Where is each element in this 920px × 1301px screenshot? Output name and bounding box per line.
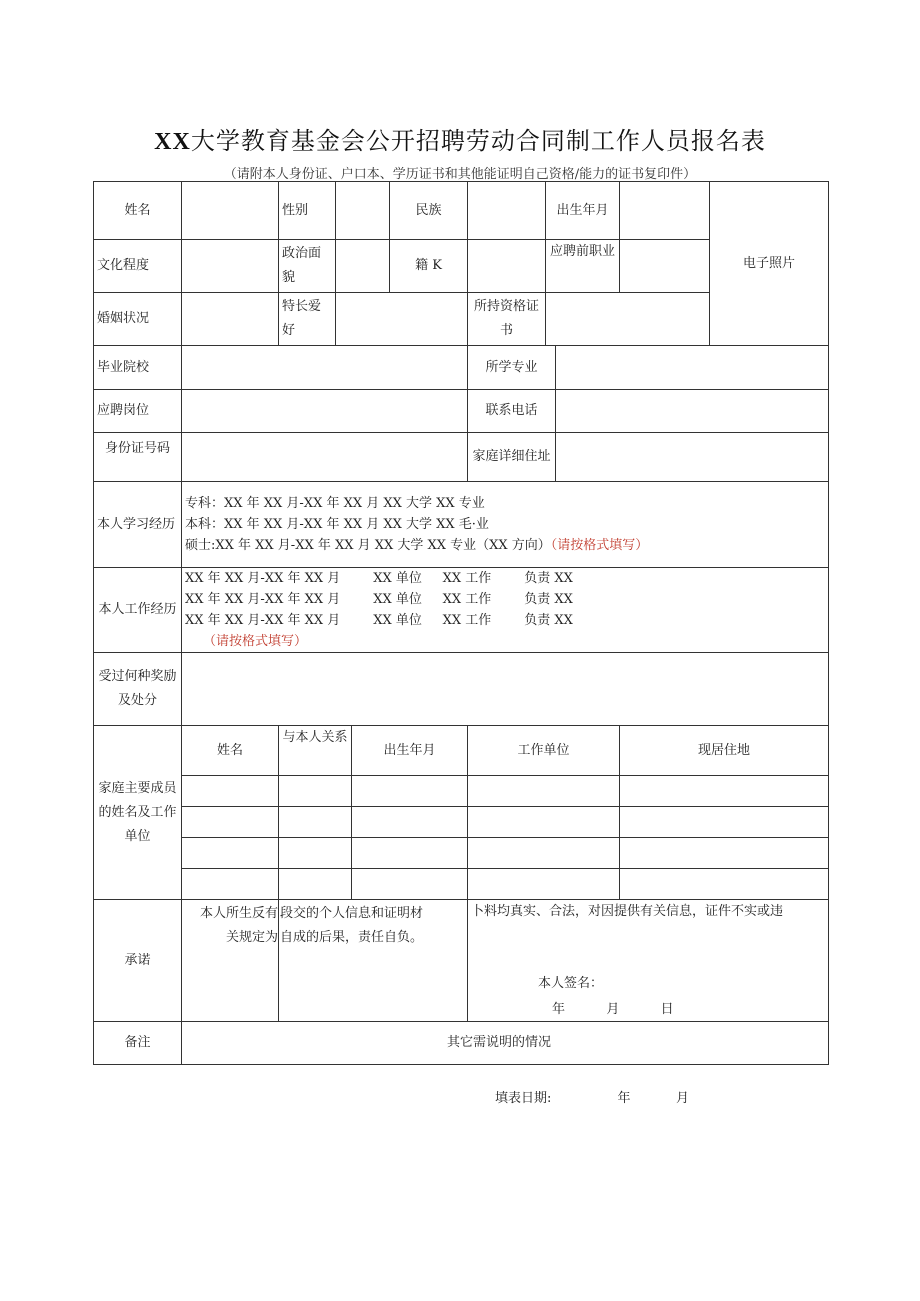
family-cell[interactable] (620, 807, 829, 838)
cert-field[interactable] (546, 293, 710, 346)
hobby-field[interactable] (336, 293, 468, 346)
marital-label: 婚姻状况 (94, 293, 182, 346)
pledge-text-part1: 本人所生反有 关规定为 (182, 900, 279, 1022)
gender-label: 性别 (279, 182, 336, 240)
marital-field[interactable] (182, 293, 279, 346)
political-field[interactable] (336, 240, 390, 293)
work-line-3: XX 年 XX 月-XX 年 XX 月 XX 单位 XX 工作 负责 XX (185, 613, 573, 628)
study-line-1: 专科：XX 年 XX 月-XX 年 XX 月 XX 大学 XX 专业 (185, 496, 485, 511)
family-cell[interactable] (620, 776, 829, 807)
work-line-2: XX 年 XX 月-XX 年 XX 月 XX 单位 XX 工作 负责 XX (185, 592, 573, 607)
cert-label: 所持资格证书 (468, 293, 546, 346)
ethnicity-label: 民族 (390, 182, 468, 240)
registration-form-table (93, 181, 829, 1065)
signature-label: 本人签名： (538, 976, 604, 991)
family-cell[interactable] (279, 838, 352, 869)
family-cell[interactable] (352, 869, 468, 900)
fill-date: 填表日期: 年 月 (495, 1091, 689, 1106)
pledge-text-part2: 段交的个人信息和证明材 自成的后果，责任自负。 (279, 900, 468, 1022)
awards-field[interactable] (182, 653, 829, 726)
family-cell[interactable] (468, 807, 620, 838)
pledge-text-part3: 卜料均真实、合法，对因提供有关信息，证件不实或违 本人签名： 年 月 日 (468, 900, 829, 1022)
birth-label: 出生年月 (546, 182, 620, 240)
family-cell[interactable] (352, 776, 468, 807)
awards-label: 受过何种奖励及处分 (94, 653, 182, 726)
study-history-field[interactable] (182, 482, 829, 568)
work-label: 本人工作经历 (94, 568, 182, 653)
family-cell[interactable] (279, 869, 352, 900)
remarks-label: 备注 (94, 1022, 182, 1065)
native-label: 籍 K (390, 240, 468, 293)
political-label: 政治面貌 (279, 240, 336, 293)
study-line-2: 本科：XX 年 XX 月-XX 年 XX 月 XX 大学 XX 毛·业 (185, 517, 489, 532)
family-cell[interactable] (620, 869, 829, 900)
ethnicity-field[interactable] (468, 182, 546, 240)
family-header-birth: 出生年月 (352, 726, 468, 776)
birth-field[interactable] (620, 182, 710, 240)
prev-job-label: 应聘前职业 (546, 240, 620, 293)
family-cell[interactable] (182, 838, 279, 869)
prev-job-field[interactable] (620, 240, 710, 293)
major-label: 所学专业 (468, 346, 556, 390)
family-header-workplace: 工作单位 (468, 726, 620, 776)
family-header-residence: 现居住地 (620, 726, 829, 776)
phone-field[interactable] (556, 390, 829, 433)
major-field[interactable] (556, 346, 829, 390)
signature-date: 年 月 日 (552, 1002, 674, 1017)
gender-field[interactable] (336, 182, 390, 240)
family-label: 家庭主要成员的姓名及工作单位 (94, 726, 182, 900)
school-label: 毕业院校 (94, 346, 182, 390)
hobby-label: 特长爱好 (279, 293, 336, 346)
name-label: 姓名 (94, 182, 182, 240)
pledge-label: 承诺 (94, 900, 182, 1022)
family-cell[interactable] (279, 807, 352, 838)
name-field[interactable] (182, 182, 279, 240)
family-cell[interactable] (352, 838, 468, 869)
photo-placeholder[interactable]: 电子照片 (710, 182, 829, 346)
family-header-relation: 与本人关系 (279, 726, 352, 776)
phone-label: 联系电话 (468, 390, 556, 433)
education-field[interactable] (182, 240, 279, 293)
work-format-hint: （请按格式填写） (203, 634, 308, 649)
position-field[interactable] (182, 390, 468, 433)
study-label: 本人学习经历 (94, 482, 182, 568)
family-cell[interactable] (182, 776, 279, 807)
address-field[interactable] (556, 433, 829, 482)
remarks-field[interactable]: 其它需说明的情况 (182, 1022, 829, 1065)
study-line-3: 硕士:XX 年 XX 月-XX 年 XX 月 XX 大学 XX 专业（XX 方向）（请按格式填写） (185, 538, 649, 553)
form-subtitle: （请附本人身份证、户口本、学历证书和其他能证明自己资格/能力的证书复印件） (223, 167, 697, 182)
id-label: 身份证号码 (94, 433, 182, 482)
family-header-name: 姓名 (182, 726, 279, 776)
family-cell[interactable] (182, 807, 279, 838)
form-title: XX大学教育基金会公开招聘劳动合同制工作人员报名表 (154, 127, 766, 155)
education-label: 文化程度 (94, 240, 182, 293)
study-format-hint: （请按格式填写） (550, 538, 649, 553)
id-field[interactable] (182, 433, 468, 482)
family-cell[interactable] (620, 838, 829, 869)
school-field[interactable] (182, 346, 468, 390)
family-cell[interactable] (468, 838, 620, 869)
family-cell[interactable] (468, 776, 620, 807)
family-cell[interactable] (182, 869, 279, 900)
family-cell[interactable] (352, 807, 468, 838)
work-line-1: XX 年 XX 月-XX 年 XX 月 XX 单位 XX 工作 负责 XX (185, 571, 573, 586)
work-history-field[interactable] (182, 568, 829, 653)
address-label: 家庭详细住址 (468, 433, 556, 482)
family-cell[interactable] (279, 776, 352, 807)
native-field[interactable] (468, 240, 546, 293)
family-cell[interactable] (468, 869, 620, 900)
position-label: 应聘岗位 (94, 390, 182, 433)
